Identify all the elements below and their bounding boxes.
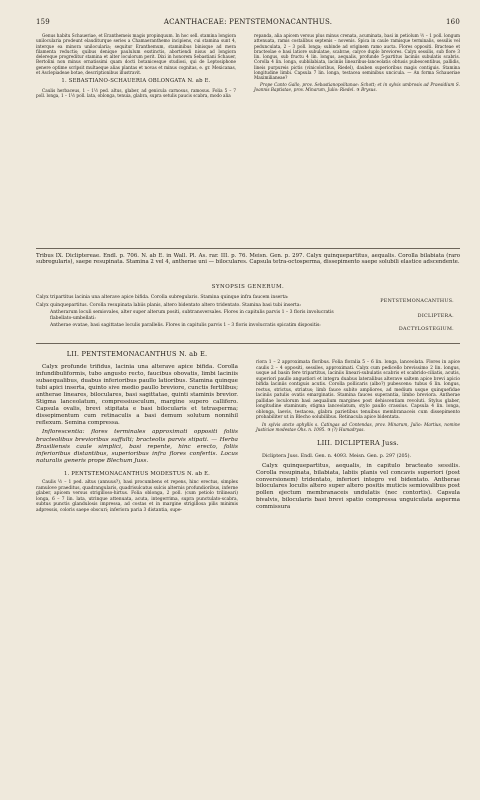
genus-note: Genus habitu Schaueriae, et Eranthemeis magis propinquum. In hoc sell. stamina longiora unilocularia prodeunt elauditurque series a Chamaeranthemo incipiens, cui stamina sunt 4, interque ea minora unilocularia; sequitur Eranthemum, staminibus binisque ad mera filamenta reductis; quibus denique paululum exstinctis, abortiendi nisus ad longiora delereque progreditur stamina et alter loculorum perit. Dixi in honorem Sebastiani Schauer, Bertolini non minus ornatissimi quam docti botanicesque studiosi, qui de Leptosiphone genere optime scripsit multaeque alias plantas et novas et minus cognitas, e. gr. Mexicanas, et Asclepiadeae botae, descriptionibus illustravit. xyxy=(36,33,236,76)
species-description-cont: repanda, alia apicem versus plus minus crenata, acuminata, basi in petiolum ½ – 1 poll. longum attenuata, ramis costalibus septenis – novenis. Spica in caule ramisque terminalis, sessilis vel pedunculata, 2 – 3 poll. longa; subinde ad originem ramo aucta. Flores oppositi. Bracteae et bracteolae e basi latiore subulatae, scabrae, calyce duplo breviores. Calyx sessilis, sub flore 3 lin. longus, sub fructu 4 lin. longus, aequalis, profunde 5-partitus laciniis subulatis scabris. Corolla 4 lin. longa, subbilabiata, laciniis linearibus-lanceolatis obtusis pubescentibus, pallidis, lineis purpureis pictis (vinicoloribus, Riedel), dauben superioribus magis contiguis. Stamina longitudine limbi. Capsula 7 lin. longa, testacea seminibus uncicula. — An forma Schaueriae Maximilianeae? xyxy=(254,33,460,81)
page-number-right: 160 xyxy=(446,18,460,26)
synopsis-genus: DACTYLOSTEGIUM. xyxy=(398,327,454,333)
synopsis-text: Antherarum loculi semiovales, alter super alterum positi, subtransversales. Flores in capitulis parvis 1 – 3 floris involucratis flabellato-umbellati: xyxy=(50,310,334,321)
species-heading: 1. PENTSTEMONACANTHUS MODESTUS N. ab E. xyxy=(63,470,211,477)
bottom-left-column xyxy=(36,346,238,515)
genus-citation: Dicliptera Juss. Endl. Gen. n. 4093. Meisn. Gen. p. 297 (205). xyxy=(262,453,412,459)
synopsis-genus: DICLIPTERA. xyxy=(417,314,454,320)
synopsis-text: Antherae ovatae, basi sagittatae loculis parallelis. Flores in capitulis parvis 1 – 3 floris involucratis spicatim dispositis: xyxy=(50,323,321,329)
rule-top xyxy=(36,248,460,249)
species-description-cont: riora 1 – 2 approximata floribus. Folia floralia 5 – 6 lin. longa, lanceolata. Flores in apice caulis 2 – 4 oppositi, sessiles, approximati. Calyx cum pedicello brevissimo 2 lin. longus, usque ad basin fere tripartitus, laciniis lineari-subulatis scabris et scabrido-ciliatis, acutis, superiori paullo angustiori et integra duabus lateralibus alterave saltem apice brevi apicio bifida laciniis contiguis acutis. Corolla pollicaris (albo?) pubescens: tubus 6 lin. longus, rectus, strictus, striatus; limb fauce subito ampliores, ad medium usque quinquefidae laciniis patulis ovatis emarginatis. Stamina fauces superantia, limbo breviora. Antherae pallidae loculorum basi aequalium margines post dehiscentiam revoluti. Stylus glaber, longitudine staminum; stigma lanceolatum, stylo paullo crassius. Capsula 4 lin. longa, oblonga, laevis, testacea, glabra parietibus tenuibus membranaceis cum dissepimento probabiliter ut in Blecho solubilibus. Retinacula apice bidentata. xyxy=(256,360,460,420)
synopsis-row xyxy=(36,303,460,309)
locality-note: Prope Canto Gallo, prov. Sebastianopolitanae: Schott; et in sylvis umbrosis ad Praesidium S. Joannis Baptistae, prov. Minarum, Julio: Riedel. ♃ Brysus. xyxy=(254,82,460,93)
synopsis-row xyxy=(36,295,460,304)
species-heading: 1. SEBASTIANO-SCHAUERIA OBLONGATA N. ab E. xyxy=(61,78,211,85)
genus-heading: LII. PENTSTEMONACANTHUS N. ab E. xyxy=(66,350,208,358)
running-title: ACANTHACEAE: PENTSTEMONACANTHUS. xyxy=(163,18,333,26)
species-description: Caulis herbaceus, 1 – 1½ ped. altus, glaber, ad genicula carnosus, ramosus. Folia 5 – 7 poll. longa, 1 – 1½ poll. lata, oblonga, tenuia, glabra, supra setulis paucis scabra, modo alia xyxy=(36,87,236,98)
locality-note: In sylvis ancto aphyllis s. Catingas ad Contendas, prov. Minarum, Julio: Martius, nomine Justiciae modestae Ohs. n. 1095. ♃ (?) Humadryas. xyxy=(256,422,460,433)
synopsis-title: SYNOPSIS GENERUM. xyxy=(211,284,285,290)
top-left-column xyxy=(36,33,236,100)
genus-description: Calyx profunde trifidus, lacinia una alterave apice bifida. Corolla infundibuliformis, tubo angusto recto, faucibus obovatis, limbi laciniis subaequalibus, duabus inferioribus paullo latioribus. Stamina quinque tubi apici inserta, quinto sive medio paullo breviore, cunctis fertilibus; antherae lineares, biloculares, basi sagittatae, quinti staminis brevior. Stigma lanceolatum, compressiusculum, margine supero callifero. Capsula ovalis, brevi stipitata e basi bilocularis et tetrasperma; dissepimentum cum retinaculis a basi demum solutum nonnihil reflexum. Semina compressa. xyxy=(36,364,238,426)
synopsis-text: Calyx quinquepartitus. Corolla resupinata labiis planis, altero bidentato altero tridentato. Stamina basi tubi inserta: xyxy=(36,302,302,308)
synopsis-text: Calyx tripartitus lacinia una alterave apice bifida. Corolla subregularis. Stamina quinque infra faucem inserta: xyxy=(36,295,289,300)
synopsis-row xyxy=(36,310,460,321)
species-description: Caulis ½ – 1 ped. altus (annuus?), basi procumbens et repens, hinc erectus, simplex ramulove praeditus, quadrangularis, quadrisulcatus sulcis alternis profundioribus, inferne glaber, apicem versus strigilloso-hirtus. Folia oblonga, 2 poll. (cum petiolo trilineari) longa, 6 – 7 lin. lata, utrinque attenuata, acuta, integerrima, supra punctulato-scabra, subtus punctis glandulosis impressa, ad costas et in margine strigillosa pilis minimis adpressis, coloris saepe obscuri; inferiora paria 3 distantia, supe- xyxy=(36,480,238,513)
running-header xyxy=(36,18,460,28)
top-right-column xyxy=(254,33,460,94)
genus-heading: LIII. DICLIPTERA Juss. xyxy=(317,439,399,448)
page-number-left: 159 xyxy=(36,18,50,26)
genus-description: Calyx quinquepartitus, aequalis, in capitulo bracteato sessilis. Corolla resupinata, bilabiata, labiis planis vel concavis superiori (post conversionem) tridentato, inferiori integro vel bidentato. Antherae biloculares loculis altero super altero positis muticis semiovalibus post pollen ejectum membranaceis undulatis (nec contortis). Capsula bivalvis, bilocularis basi brevi spatio compressa unguiculata asperma commissura xyxy=(256,462,460,511)
rule-middle xyxy=(36,343,460,344)
genus-inflorescence: Inflorescentia: flores terminales approximati oppositi foliis bracteolibus brevioribus suffulti; bracteolis parvis stipati. — Herba Brasiliensis caule simplici, basi repente, hinc erecto, foliis inferioribus distantibus, superioribus infra flores confertis. Locus naturalis generis prope Blechum Juss. xyxy=(36,429,238,464)
synopsis xyxy=(36,295,460,333)
tribe-paragraph: Tribus IX. Dicliptereae. Endl. p. 706. N. ab E. in Wall. Pl. As. rar. III. p. 76. Meisn. Gen. p. 297. Calyx quinquepartitus, aequalis. Corolla bilabiata (raro subregularis), saepe resupinata. Stamina 2 vel 4, antherae uni — biloculares. Capsula tetra-octosperma, dissepimento saepe solubili elastice adscendente. xyxy=(36,253,460,266)
synopsis-row xyxy=(36,323,460,333)
synopsis-genus: PENTSTEMONACANTHUS. xyxy=(380,299,454,304)
bottom-right-column xyxy=(256,360,460,513)
